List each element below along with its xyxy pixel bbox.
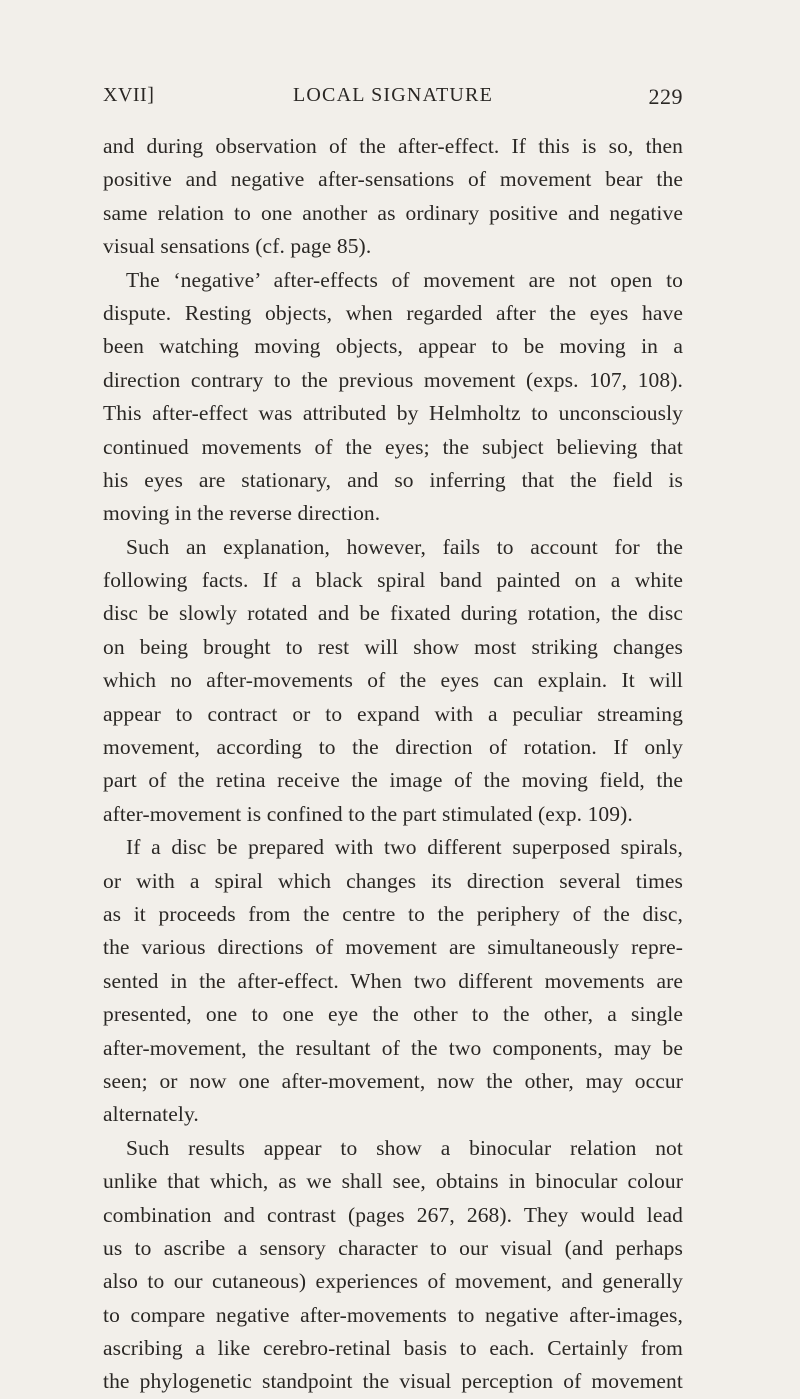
text-line: also to our cutaneous) experiences of movement, and generally [103,1269,683,1294]
running-title: LOCAL SIGNATURE [292,84,494,106]
text-line: Such an explanation, however, fails to account for the [126,534,683,559]
text-line: or with a spiral which changes its direction several times [103,868,683,893]
text-line: same relation to one another as ordinary positive and negative [103,200,683,225]
text-line: and during observation of the after-effect. If this is so, then [103,134,683,158]
text-line: after-movement is confined to the part stimulated (exp. 109). [103,801,633,826]
text-line: direction contrary to the previous movement (exps. 107, 108). [103,367,683,392]
text-line: disc be slowly rotated and be fixated during rotation, the disc [103,601,683,626]
text-line: unlike that which, as we shall see, obtains in binocular colour [103,1169,683,1194]
text-line: positive and negative after-sensations of movement bear the [103,167,683,192]
text-line: part of the retina receive the image of the moving field, the [103,768,683,793]
text-line: been watching moving objects, appear to be moving in a [103,334,683,359]
text-line: sented in the after-effect. When two different movements are [103,968,683,993]
text-line: after-movement, the resultant of the two components, may be [103,1035,683,1060]
text-line: visual sensations (cf. page 85). [103,234,372,259]
text-line: us to ascribe a sensory character to our visual (and perhaps [103,1235,683,1260]
text-line: presented, one to one eye the other to the other, a single [103,1002,683,1027]
text-line: the phylogenetic standpoint the visual perception of movement [103,1369,683,1394]
text-line: on being brought to rest will show most striking changes [103,634,683,659]
text-line: The ‘negative’ after-effects of movement are not open to [126,267,683,292]
text-line: as it proceeds from the centre to the periphery of the disc, [103,901,683,926]
text-line: This after-effect was attributed by Helmholtz to unconsciously [103,401,683,426]
running-head [103,84,683,114]
text-line: combination and contrast (pages 267, 268). They would lead [103,1202,683,1227]
text-line: to compare negative after-movements to negative after-images, [103,1302,683,1327]
text-line: following facts. If a black spiral band painted on a white [103,568,683,593]
text-line: moving in the reverse direction. [103,501,381,526]
text-line: movement, according to the direction of rotation. If only [103,735,683,760]
text-line: his eyes are stationary, and so inferring that the field is [103,467,683,492]
text-line: alternately. [103,1102,199,1127]
body-text [103,130,683,1399]
text-line: dispute. Resting objects, when regarded after the eyes have [103,300,683,325]
chapter-number: XVII] [103,84,155,106]
text-line: Such results appear to show a binocular relation not [126,1135,683,1160]
text-line: which no after-movements of the eyes can explain. It will [103,668,683,693]
text-line: If a disc be prepared with two different superposed spirals, [126,835,683,860]
text-line: continued movements of the eyes; the subject believing that [103,434,683,459]
text-line: appear to contract or to expand with a peculiar streaming [103,701,683,726]
page-number: 229 [648,84,683,109]
text-line: ascribing a like cerebro-retinal basis to each. Certainly from [103,1336,683,1361]
text-line: the various directions of movement are simultaneously repre- [103,935,683,960]
text-line: seen; or now one after-movement, now the other, may occur [103,1068,683,1093]
